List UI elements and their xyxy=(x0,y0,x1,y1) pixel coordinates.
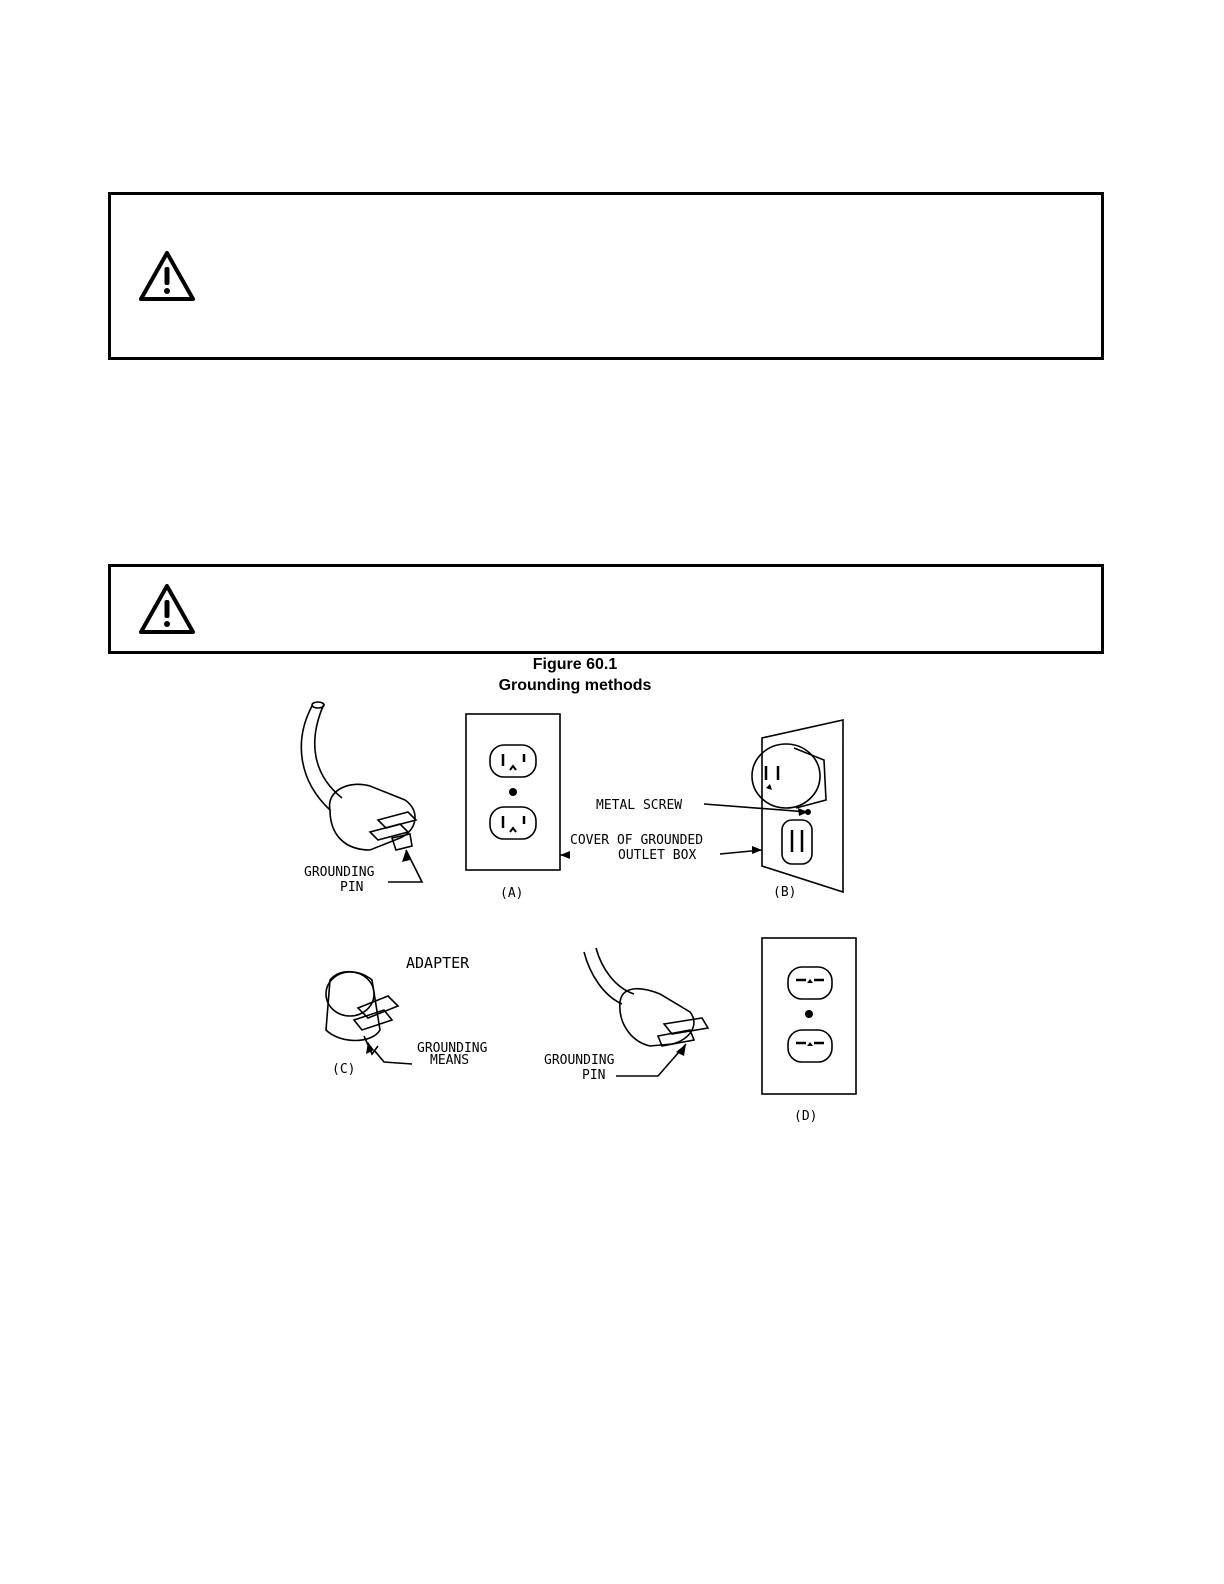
panel-c-label: (C) xyxy=(332,1062,356,1077)
cover-label-line2: OUTLET BOX xyxy=(618,848,697,863)
panel-b-label: (B) xyxy=(773,885,797,900)
grounding-means-label-line1: GROUNDING xyxy=(417,1041,488,1056)
grounding-pin-d-label-line2: PIN xyxy=(582,1068,606,1083)
figure-number: Figure 60.1 xyxy=(532,656,618,673)
panel-a-label: (A) xyxy=(500,886,524,901)
grounded-plug-illustration xyxy=(301,702,422,882)
figure-caption: Grounding methods xyxy=(498,677,652,694)
grounding-pin-d-label-line1: GROUNDING xyxy=(544,1053,615,1068)
grounding-pin-label-line2: PIN xyxy=(340,880,364,895)
cover-label-line1: COVER OF GROUNDED xyxy=(570,833,704,848)
panel-d-label: (D) xyxy=(794,1109,818,1124)
adapter-label: ADAPTER xyxy=(406,954,470,972)
grounded-outlet-box-b xyxy=(752,720,843,892)
metal-screw-label: METAL SCREW xyxy=(596,798,683,813)
grounding-means-label-line2: MEANS xyxy=(430,1053,470,1068)
grounding-pin-label-line1: GROUNDING xyxy=(304,865,375,880)
